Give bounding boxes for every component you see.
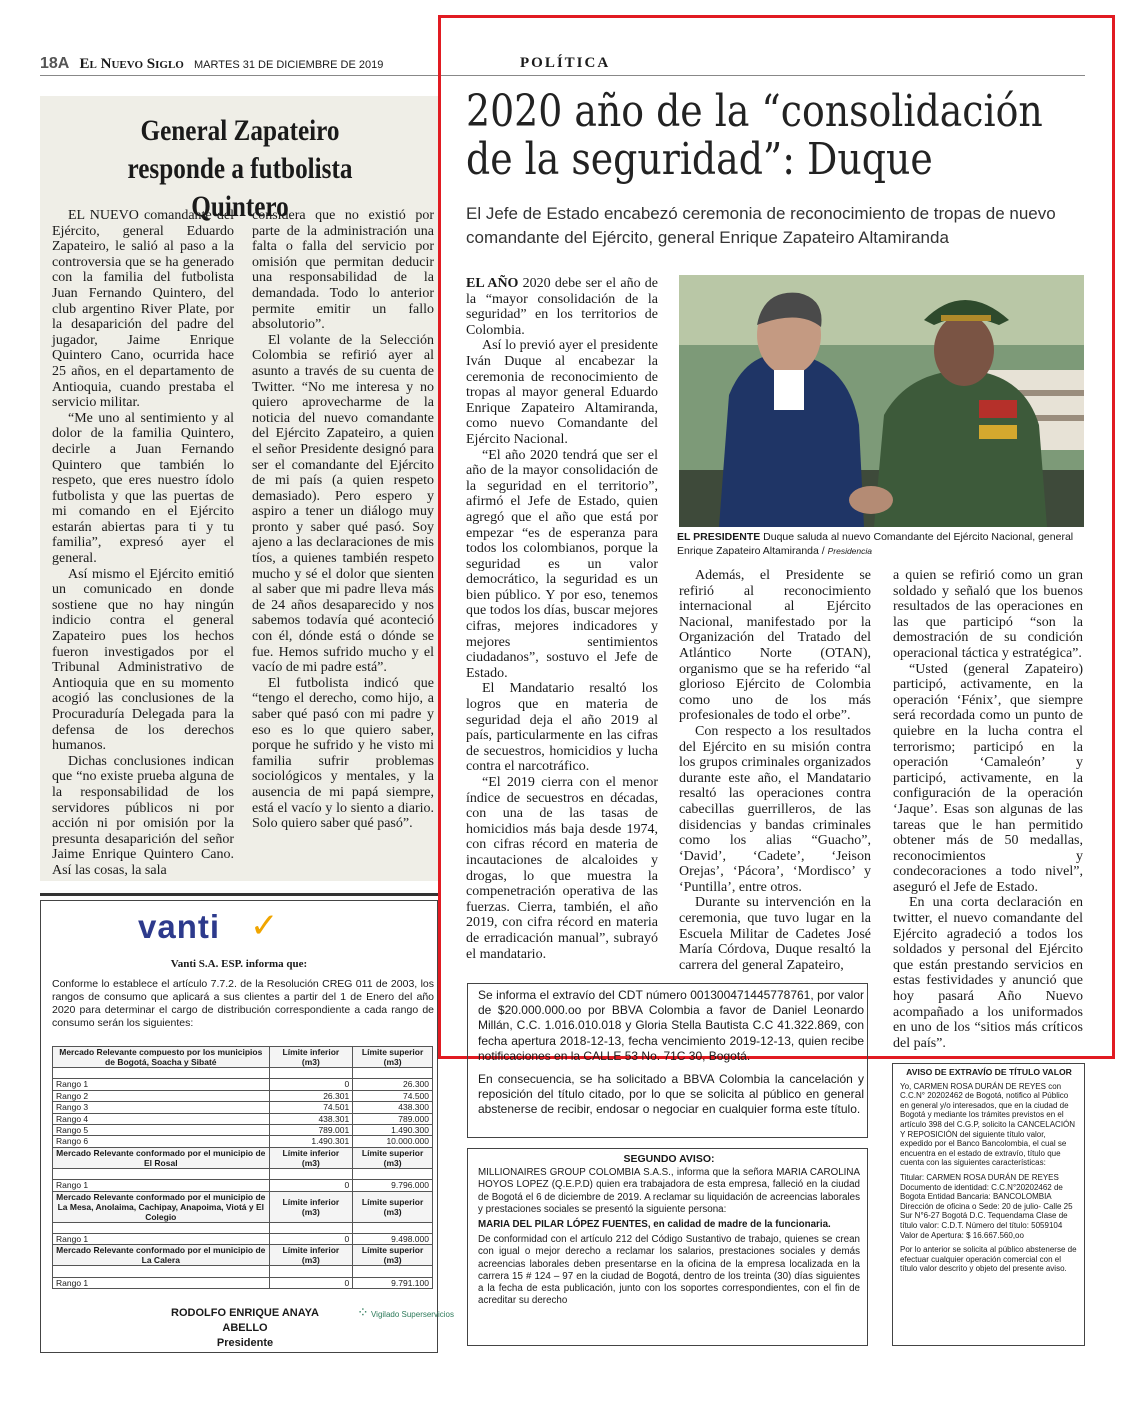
paragraph: “Usted (general Zapateiro) participó, activamente, en la operación ‘Fénix’, que siempre será recordada como un punto de quiebre en la lucha contra el terrorismo; participó en la operación ‘Camaleón’ y participó, activamente, en la configuración de la operación ‘Jaque’. Esas son algunas de las tareas que le han permitido obtener más de 50 medallas, reconocimientos y condecoraciones a todo nivel”, aseguró el Jefe de Estado. — [893, 661, 1083, 895]
paragraph: a quien se refirió como un gran soldado y señaló que los buenos resultados de las operaciones en las que participó “son la demostración de su condición operacional táctica y estratégica”. — [893, 568, 1083, 661]
titulo-valor-notice — [900, 1068, 1078, 1279]
paragraph: De conformidad con el artículo 212 del Código Sustantivo de trabajo, quienes se crean con igual o mejor derecho a reclamar los salarios, prestaciones sociales y demás acreencias laborales deben presentarse en la oficina de la empresa localizada en la carrera 15 # 124 – 97 en la ciudad de Bogotá, dentro de los treinta (30) días siguientes a la fecha de esta publicación, junto con los soportes correspondientes, con el fin de acreditar su derecho — [478, 1234, 860, 1307]
page-number: 18A — [40, 55, 70, 72]
highlight-frame — [438, 15, 1115, 1059]
col-superior: Límite superior (m3) — [353, 1047, 433, 1068]
paragraph: El volante de la Selección Colombia se refirió ayer al asunto a través de su cuenta de Twitter. “No me interesa y no quiero aprovecharme de la noticia del nuevo comandante del Ejército Zapateiro, a quien el señor Presidente designó para ser el comandante del Ejército de mi país (a quien respeto demasiado). Pero espero y aspiro a tener un diálogo muy pronto y saber qué pasó. Soy ajeno a las declaraciones de mis tíos, a quienes también respeto mucho y sé el dolor que sienten al saber que mi padre lleva más de 24 años desaparecido y nos sabemos todavía qué aconteció con él, dónde está o dónde se fue. Hemos sufrido mucho y el vacío de mi padre está”. — [252, 332, 434, 676]
main-headline: 2020 año de la “consolidación de la seguridad”: Duque — [466, 86, 1043, 185]
main-deck: El Jefe de Estado encabezó ceremonia de reconocimiento de tropas de nuevo comandante del Ejército, general Enrique Zapateiro Altamiranda — [466, 204, 1056, 247]
segundo-aviso — [478, 1153, 860, 1310]
vigilado-logo: ⁘ Vigilado Superservicios — [357, 1304, 454, 1320]
table-row: Rango 2 26.301 74.500 — [53, 1090, 433, 1101]
table-row: Rango 3 74.501 438.300 — [53, 1102, 433, 1113]
paragraph: Titular: CARMEN ROSA DURÁN DE REYES Documento de identidad: C.C.N°20202462 de Bogota Entidad Bancaria: BANCOLOMBIA Dirección de oficina o Sede: 20 de julio- Calle 25 Sur N°6-27 Bogotá D.C. Tequendama Clase de título valor: C.D.T. Número del título: 5059104 Valor de Apertura: $ 16.667.560,oo — [900, 1172, 1073, 1240]
left-article-col2 — [252, 208, 434, 832]
newspaper-name: El Nuevo Siglo — [79, 56, 184, 72]
vigilado-icon: ⁘ — [357, 1304, 369, 1320]
lead-word: EL AÑO — [466, 276, 519, 291]
paragraph: En una corta declaración en twitter, el nuevo comandante del Ejército agradeció a todos los soldados y personal del Ejército que están prestando servicios en estas festividades y anunció que hoy pasará Año Nuevo acompañado a los uniformados en uno de los “sitios más críticos del país”. — [893, 895, 1083, 1051]
paragraph: Se informa el extravío del CDT número 001300471445778761, por valor de $20.000.000.oo por BBVA Colombia a favor de Daniel Leonardo Millán, C.C. 1.016.010.018 y Gloria Stella Bautista C.C 41.322.869, con fecha apertura 2018-12-13, fecha vencimiento 2019-12-13, quien recibe notificaciones en la CALLE 53 No. 71C 30, Bogotá. — [478, 988, 864, 1063]
paragraph: En consecuencia, se ha solicitado a BBVA Colombia la cancelación y reposición del título citado, por lo que se solicita al público en general abstenerse de recibir, endosar o negociar en cualquier forma este título. — [478, 1072, 864, 1117]
vanti-intro: Conforme lo establece el artículo 7.7.2. de la Resolución CREG 011 de 2003, los rangos de consumo que aplicará a sus clientes a partir del 1 de Enero del año 2020 para determinar el cargo de distribución correspondiente a cada rango de consumo serán los siguientes: — [52, 978, 434, 1029]
paragraph: El futbolista indicó que “tengo el derecho, como hijo, a saber qué pasó con mi padre y eso es lo que quiero saber, porque he sufrido y he visto mi familia sufrir problemas sociológicos y mentales, y la ausencia de mi papá siempre, está el vacío y lo siento a diario. Solo quiero saber qué pasó”. — [252, 675, 434, 832]
paragraph: “El 2019 cierra con el menor índice de secuestros en décadas, con una de las tasas de homicidios más baja desde 1974, con cifras récord en materia de incautaciones de alcaloides y drogas, lo que muestra la compenetración operativa de las fuerzas. Cierra, también, el año 2019, con cifra récord en materia de erradicación manual”, subrayó el mandatario. — [466, 775, 658, 962]
vanti-logo: vanti — [138, 908, 221, 945]
consumption-ranges-table — [52, 1046, 433, 1289]
paragraph: EL AÑO 2020 debe ser el año de la “mayor consolidación de la seguridad” en los territorios de Colombia. — [466, 276, 658, 338]
paragraph: Con respecto a los resultados del Ejército en su misión contra los grupos criminales organizados durante este año, el Mandatario resaltó las operaciones contra cabecillas guerrilleros, de las disidencias y bandas criminales como los alias “Guacho”, ‘David’, ‘Cadete’, ‘Jeison Orejas’, ‘Pácora’, ‘Mordisco’ y ‘Puntilla’, entre otros. — [679, 723, 871, 895]
table-row: Rango 1 0 9.796.000 — [53, 1180, 433, 1191]
paragraph: Durante su intervención en la ceremonia, que tuvo lugar en la Escuela Militar de Cadetes José María Córdova, Duque resaltó la carrera del general Zapateiro, — [679, 895, 871, 973]
left-article-headline: General Zapateiro responde a futbolista Quintero — [127, 114, 353, 223]
paragraph: El Mandatario resaltó los logros que en materia de seguridad deja el año 2019 al país, particularmente en las cifras de secuestros, homicidios y lucha contra el narcotráfico. — [466, 681, 658, 775]
group-title: Mercado Relevante conformado por el municipio de La Calera — [53, 1245, 270, 1266]
signer-name: RODOLFO ENRIQUE ANAYA ABELLO — [171, 1307, 319, 1334]
table-row: Rango 5 789.001 1.490.300 — [53, 1125, 433, 1136]
caption-credit: Presidencia — [827, 546, 873, 556]
paragraph: MARIA DEL PILAR LÓPEZ FUENTES, en calidad de madre de la funcionaria. — [478, 1219, 831, 1231]
caption-text: Duque saluda al nuevo Comandante del Ejército Nacional, general Enrique Zapateiro Altamiranda / — [677, 531, 1074, 557]
table-row: Rango 4 438.301 789.000 — [53, 1113, 433, 1124]
paragraph: Por lo anterior se solicita al público abstenerse de efectuar cualquier operación comercial con el título valor descrito y objeto del presente aviso. — [900, 1245, 1077, 1274]
table-row — [53, 1266, 433, 1277]
issue-date: MARTES 31 DE DICIEMBRE DE 2019 — [194, 59, 384, 71]
table-row — [53, 1168, 433, 1179]
notice-title: SEGUNDO AVISO: — [623, 1153, 715, 1165]
group-title: Mercado Relevante conformado por el municipio de La Mesa, Anolaima, Cachipay, Anapoima, Viotá y El Colegio — [53, 1191, 270, 1222]
paragraph: “El año 2020 tendrá que ser el año de la mayor consolidación de la seguridad en el territorio”, afirmó el Jefe de Estado, quien agregó que el año que está por empezar “es de esperanza para todos los colombianos, porque la seguridad es un valor democrático, la seguridad es un bien público. Y por eso, tenemos que todos los días, buscar mejores cifras, mejores indicadores y mejores sentimientos ciudadanos”, sostuvo el Jefe de Estado. — [466, 447, 658, 681]
table-row: Rango 1 0 9.791.100 — [53, 1277, 433, 1288]
paragraph: Así lo previó ayer el presidente Iván Duque al encabezar la ceremonia de reconocimiento de tropas al mayor general Eduardo Enrique Zapateiro Altamiranda, como nuevo Comandante del Ejército Nacional. — [466, 338, 658, 447]
table-group-header — [53, 1047, 433, 1068]
cdt-notice — [478, 988, 864, 1126]
group-title: Mercado Relevante compuesto por los municipios de Bogotá, Soacha y Sibaté — [53, 1047, 270, 1068]
table-group-header: Mercado Relevante conformado por el municipio de La Calera Límite inferior (m3) Límite superior (m3) — [53, 1245, 433, 1266]
col-inferior: Límite inferior (m3) — [269, 1047, 353, 1068]
table-row: Rango 1 0 9.498.000 — [53, 1234, 433, 1245]
left-article-col1 — [52, 208, 234, 879]
masthead — [40, 55, 383, 73]
section-title: POLÍTICA — [520, 55, 611, 71]
table-row: Rango 1 0 26.300 — [53, 1079, 433, 1090]
vanti-subtitle: Vanti S.A. ESP. informa que: — [170, 958, 308, 970]
paragraph: Dichas conclusiones indican que “no existe prueba alguna de la responsabilidad de los servidores públicos ni por acción ni por omisión por la presunta desaparición del señor Jaime Enrique Quintero Cano. Así las cosas, la sala — [52, 753, 234, 878]
signature-block — [150, 1306, 340, 1351]
paragraph: Yo, CARMEN ROSA DURÁN DE REYES con C.C.N° 20202462 de Bogotá, notifico al Público en general y/o interesados, que en la ciudad de Bogotá y mediante los trámites previstos en el artículo 398 del C.G.P, solicito la CANCELACIÓN Y REPOSICIÓN del siguiente título valor, expedido por el Banco Bancolombia, el cual se encuentra en el estado de extravío, título que cuenta con las siguientes características: — [900, 1081, 1076, 1168]
notice-title: AVISO DE EXTRAVÍO DE TÍTULO VALOR — [906, 1067, 1072, 1077]
group-title: Mercado Relevante conformado por el municipio de El Rosal — [53, 1147, 270, 1168]
table-group-header: Mercado Relevante conformado por el municipio de El Rosal Límite inferior (m3) Límite superior (m3) — [53, 1147, 433, 1168]
paragraph: considera que no existió por parte de la administración una falta o falla del servicio por omisión que permitan deducir una responsabilidad de la demandada. Todo lo anterior permite emitir un fallo absolutorio”. — [252, 208, 434, 333]
paragraph: “Me uno al sentimiento y al dolor de la familia Quintero, decirle a Juan Fernando Quintero que también lo respeto, que eres nuestro ídolo futbolista y que las puertas de mi comando en el Ejército estarán abiertas para ti y tu familia”, expresó ayer el general. — [52, 410, 234, 567]
signer-role: Presidente — [216, 1337, 274, 1349]
paragraph: Además, el Presidente se refirió al reconocimiento internacional al Ejército Nacional, manifestado por la Organización del Tratado del Atlántico Norte (OTAN), organismo que se ha referido “al glorioso Ejército de Colombia como uno de los más profesionales de todo el orbe”. — [679, 568, 871, 724]
caption-label: EL PRESIDENTE — [677, 531, 761, 543]
paragraph: MILLIONAIRES GROUP COLOMBIA S.A.S., informa que la señora MARIA CAROLINA HOYOS LOPEZ (Q.E.P.D) quien era trabajadora de esta empresa, falleció en la ciudad de Bogotá el 6 de diciembre de 2019. A reclamar su liquidación de acreencias laborales y prestaciones sociales se presentó la siguiente persona: — [478, 1167, 860, 1215]
checkmark-icon: ✓ — [250, 906, 279, 946]
paragraph: EL NUEVO comandante del Ejército, general Eduardo Zapateiro, le salió al paso a la controversia que se ha generado con la familia del futbolista Juan Fernando Quintero, del club argentino River Plate, por la desaparición del padre del jugador, Jaime Enrique Quintero Cano, ocurrida hace 25 años, en el departamento de Antioquia, cuando prestaba el servicio militar. — [52, 208, 234, 411]
divider — [40, 893, 438, 896]
paragraph: Así mismo el Ejército emitió un comunicado en donde sostiene que no hay ningún indicio contra el general Zapateiro pues los hechos fueron investigados por el Tribunal Administrativo de Antioquia que en su momento acogió las conclusiones de la Procuraduría Delegada para la defensa de los derechos humanos. — [52, 566, 234, 754]
table-row — [53, 1222, 433, 1233]
table-row: Rango 6 1.490.301 10.000.000 — [53, 1136, 433, 1147]
table-row — [53, 1068, 433, 1079]
table-group-header: Mercado Relevante conformado por el municipio de La Mesa, Anolaima, Cachipay, Anapoima, Viotá y El Colegio Límite inferior (m3) Límite superior (m3) — [53, 1191, 433, 1222]
